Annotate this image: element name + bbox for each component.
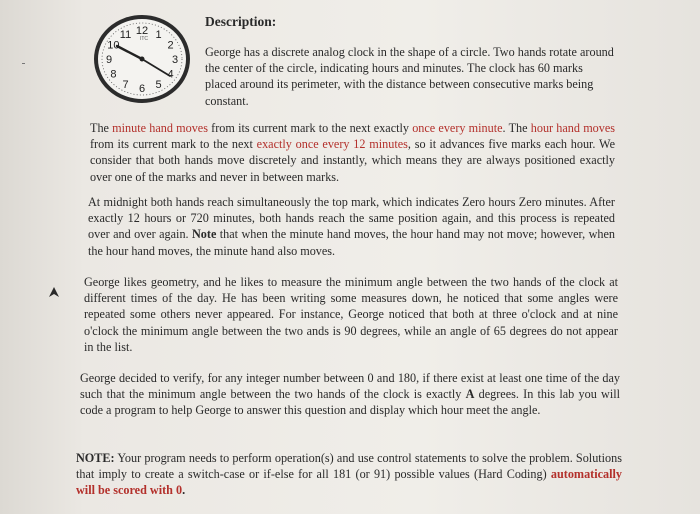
description-text: George has a discrete analog clock in the shape of a circle. Two hands rotate around the center of the circle, indicating hours and minutes. The clock has 60 marks placed around its perimeter, with the distance between consecutive marks being constant. — [205, 45, 614, 108]
clock-numeral: 7 — [122, 79, 129, 92]
clock-numeral: 8 — [110, 68, 117, 81]
clock-numeral: 3 — [171, 54, 179, 66]
clock-icon — [92, 14, 192, 104]
clock-numeral: 1 — [155, 28, 162, 41]
paragraph-hand-movement: The minute hand moves from its current mark to the next exactly once every minute. The hour hand moves from its current mark to the next exactly once every 12 minutes, so it advances five marks each hour. We consider that both hands move discretely and instantly, which means they are always positioned exactly over one of the marks and never in between marks. — [90, 121, 616, 184]
paragraph-verify: George decided to verify, for any integer number between 0 and 180, if there exist at least one time of the day such that the minimum angle between the two hands of the clock is exactly A degrees. In this lab you will code a program to help George to answer this question and display which hour meet the angle. — [80, 371, 620, 418]
highlight-minute-hand: minute hand moves — [112, 121, 208, 135]
paragraph-note: NOTE: Your program needs to perform operation(s) and use control statements to solve the problem. Solutions that imply to create a switch-case or if-else for all 181 (or 91) possible values (Hard Coding) automatically will be scored with 0. — [76, 451, 622, 498]
pointer-icon — [48, 286, 60, 298]
highlight-scored-zero: automatically will be scored with 0 — [76, 467, 622, 498]
clock-numeral: 12 — [135, 25, 149, 37]
highlight-every-12-minutes: exactly once every 12 minutes — [256, 137, 408, 152]
clock-numeral: 11 — [119, 28, 132, 41]
clock-numeral: 6 — [138, 83, 146, 95]
paragraph-midnight: At midnight both hands reach simultaneously the top mark, which indicates Zero hours Zero minutes. After exactly 12 hours or 720 minutes, both hands reach the same position again, and this process is repeated over and over again. Note that when the minute hand moves, the hour hand may not move; however, when the hour hand moves, the minute hand also moves. — [88, 195, 615, 258]
clock-numeral: 5 — [155, 79, 162, 92]
clock-numeral: 10 — [107, 39, 120, 52]
clock-numeral: 4 — [167, 68, 174, 81]
highlight-once-every-minute: once every minute — [412, 121, 503, 135]
highlight-hour-hand: hour hand moves — [530, 121, 616, 135]
clock-brand: ITC — [139, 36, 149, 42]
description-title: Description: — [205, 14, 277, 29]
margin-mark — [22, 63, 25, 64]
clock-numeral: 9 — [105, 54, 113, 66]
paragraph-geometry: George likes geometry, and he likes to measure the minimum angle between the two hands of the clock at different times of the day. He has been writing some measures down, he noticed that some angles were repeated some others never appeared. For instance, George noticed that both at three o'clock and at nine o'clock the minimum angle between the two ands is 90 degrees, while an angle of 65 degrees do not appear in the list. — [84, 275, 618, 354]
clock-numeral: 2 — [167, 39, 174, 52]
